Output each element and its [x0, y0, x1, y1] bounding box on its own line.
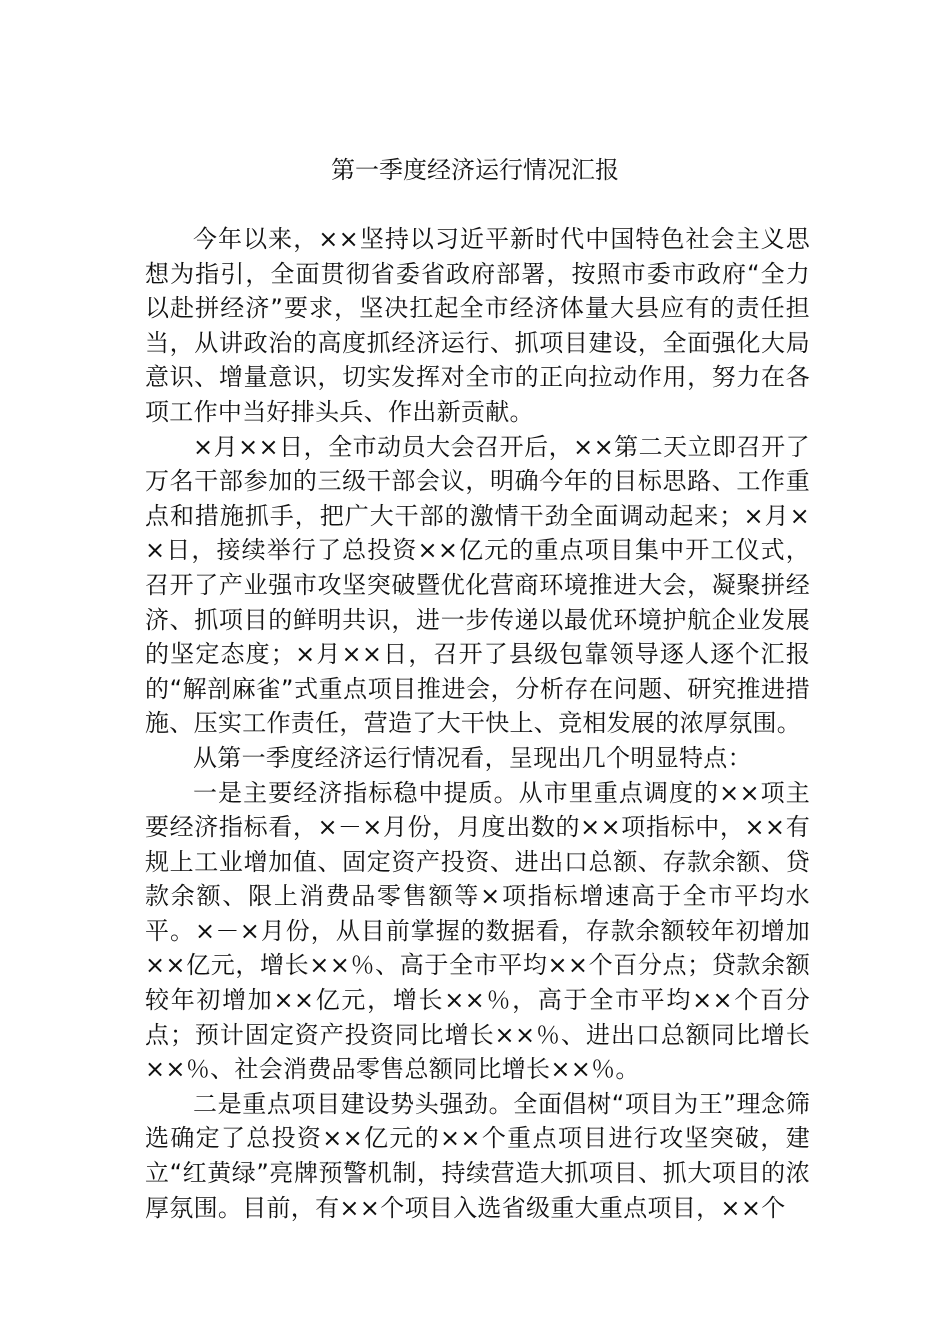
document-title: 第一季度经济运行情况汇报	[331, 156, 619, 184]
paragraph-projects: 二是重点项目建设势头强劲。全面倡树“项目为王”理念筛选确定了总投资××亿元的××个重点项目进行攻坚突破，建立“红黄绿”亮牌预警机制，持续营造大抓项目、抓大项目的浓厚氛围。目前，有××个项目入选省级重大重点项目，××个	[145, 1089, 810, 1222]
paragraph-meetings: ×月××日，全市动员大会召开后，××第二天立即召开了万名干部参加的三级干部会议，明确今年的目标思路、工作重点和措施抓手，把广大干部的激情干劲全面调动起来；×月××日，接续举行了总投资××亿元的重点项目集中开工仪式，召开了产业强市攻坚突破暨优化营商环境推进大会，凝聚拼经济、抓项目的鲜明共识，进一步传递以最优环境护航企业发展的坚定态度；×月××日，召开了县级包靠领导逐人逐个汇报的“解剖麻雀”式重点项目推进会，分析存在问题、研究推进措施、压实工作责任，营造了大干快上、竞相发展的浓厚氛围。	[145, 432, 810, 738]
paragraph-indicators: 一是主要经济指标稳中提质。从市里重点调度的××项主要经济指标看，×－×月份，月度出数的××项指标中，××有规上工业增加值、固定资产投资、进出口总额、存款余额、贷款余额、限上消费品零售额等×项指标增速高于全市平均水平。×－×月份，从目前掌握的数据看，存款余额较年初增加××亿元，增长××％、高于全市平均××个百分点；贷款余额较年初增加××亿元，增长××％，高于全市平均××个百分点；预计固定资产投资同比增长××％、进出口总额同比增长××％、社会消费品零售总额同比增长××％。	[145, 778, 810, 1084]
paragraph-intro: 今年以来，××坚持以习近平新时代中国特色社会主义思想为指引，全面贯彻省委省政府部署，按照市委市政府“全力以赴拼经济”要求，坚决扛起全市经济体量大县应有的责任担当，从讲政治的高度抓经济运行、抓项目建设，全面强化大局意识、增量意识，切实发挥对全市的正向拉动作用，努力在各项工作中当好排头兵、作出新贡献。	[145, 225, 810, 426]
document-body	[145, 222, 810, 1225]
paragraph-features-lead: 从第一季度经济运行情况看，呈现出几个明显特点：	[193, 743, 752, 772]
